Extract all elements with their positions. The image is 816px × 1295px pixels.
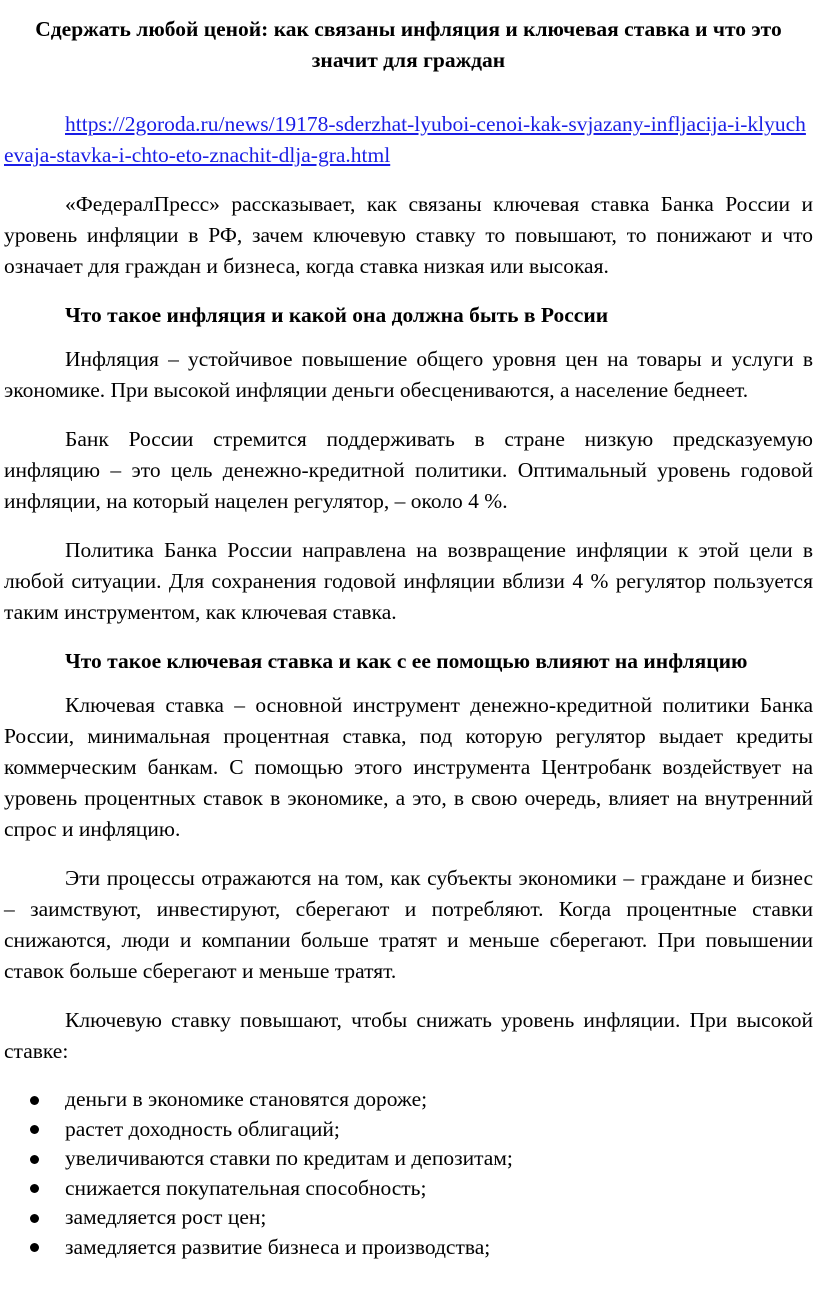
intro-paragraph: «ФедералПресс» рассказывает, как связаны ключевая ставка Банка России и уровень инфляции в РФ, зачем ключевую ставку то повышают, то понижают и что означает для граждан и бизнеса, когда ставка низкая или высокая.: [4, 192, 813, 278]
section-heading-inflation: Что такое инфляция и какой она должна быть в России: [65, 303, 609, 327]
paragraph-inflation-definition: Инфляция – устойчивое повышение общего уровня цен на товары и услуги в экономике. При высокой инфляции деньги обесцениваются, а население беднеет.: [4, 347, 813, 402]
paragraph-inflation-target: Банк России стремится поддерживать в стране низкую предсказуемую инфляцию – это цель денежно-кредитной политики. Оптимальный уровень годовой инфляции, на который нацелен регулятор, – около 4 %.: [4, 427, 813, 513]
paragraph-policy: Политика Банка России направлена на возвращение инфляции к этой цели в любой ситуации. Для сохранения годовой инфляции вблизи 4 % регулятор пользуется таким инструментом, как ключевая ставка.: [4, 538, 813, 624]
list-item: замедляется развитие бизнеса и производства;: [4, 1233, 813, 1263]
document-title: Сдержать любой ценой: как связаны инфляция и ключевая ставка и что это значит для граждан: [35, 17, 782, 72]
list-item: увеличиваются ставки по кредитам и депозитам;: [4, 1144, 813, 1174]
document-page: [0, 14, 816, 1295]
list-item: замедляется рост цен;: [4, 1203, 813, 1233]
paragraph-key-rate-definition: Ключевая ставка – основной инструмент денежно-кредитной политики Банка России, минимальная процентная ставка, под которую регулятор выдает кредиты коммерческим банкам. С помощью этого инструмента Центробанк воздействует на уровень процентных ставок в экономике, а это, в свою очередь, влияет на внутренний спрос и инфляцию.: [4, 693, 813, 841]
bullet-icon: [30, 1214, 39, 1223]
list-item: снижается покупательная способность;: [4, 1174, 813, 1204]
paragraph-economic-agents: Эти процессы отражаются на том, как субъекты экономики – граждане и бизнес – заимствуют, инвестируют, сберегают и потребляют. Когда процентные ставки снижаются, люди и компании больше тратят и меньше сберегают. При повышении ставок больше сберегают и меньше тратят.: [4, 866, 813, 983]
section-heading-key-rate: Что такое ключевая ставка и как с ее помощью влияют на инфляцию: [65, 649, 748, 673]
bullet-icon: [30, 1184, 39, 1193]
list-item: растет доходность облигаций;: [4, 1115, 813, 1145]
bullet-icon: [30, 1155, 39, 1164]
high-rate-effects-list: [4, 1085, 813, 1262]
paragraph-rate-increase: Ключевую ставку повышают, чтобы снижать уровень инфляции. При высокой ставке:: [4, 1008, 813, 1063]
list-item: деньги в экономике становятся дороже;: [4, 1085, 813, 1115]
bullet-icon: [30, 1243, 39, 1252]
bullet-icon: [30, 1125, 39, 1134]
source-link-paragraph: [4, 109, 813, 171]
bullet-icon: [30, 1096, 39, 1105]
source-link[interactable]: https://2goroda.ru/news/19178-sderzhat-lyuboi-cenoi-kak-svjazany-infljacija-i-klyuchevaja-stavka-i-chto-eto-znachit-dlja-gra.html: [4, 112, 806, 167]
